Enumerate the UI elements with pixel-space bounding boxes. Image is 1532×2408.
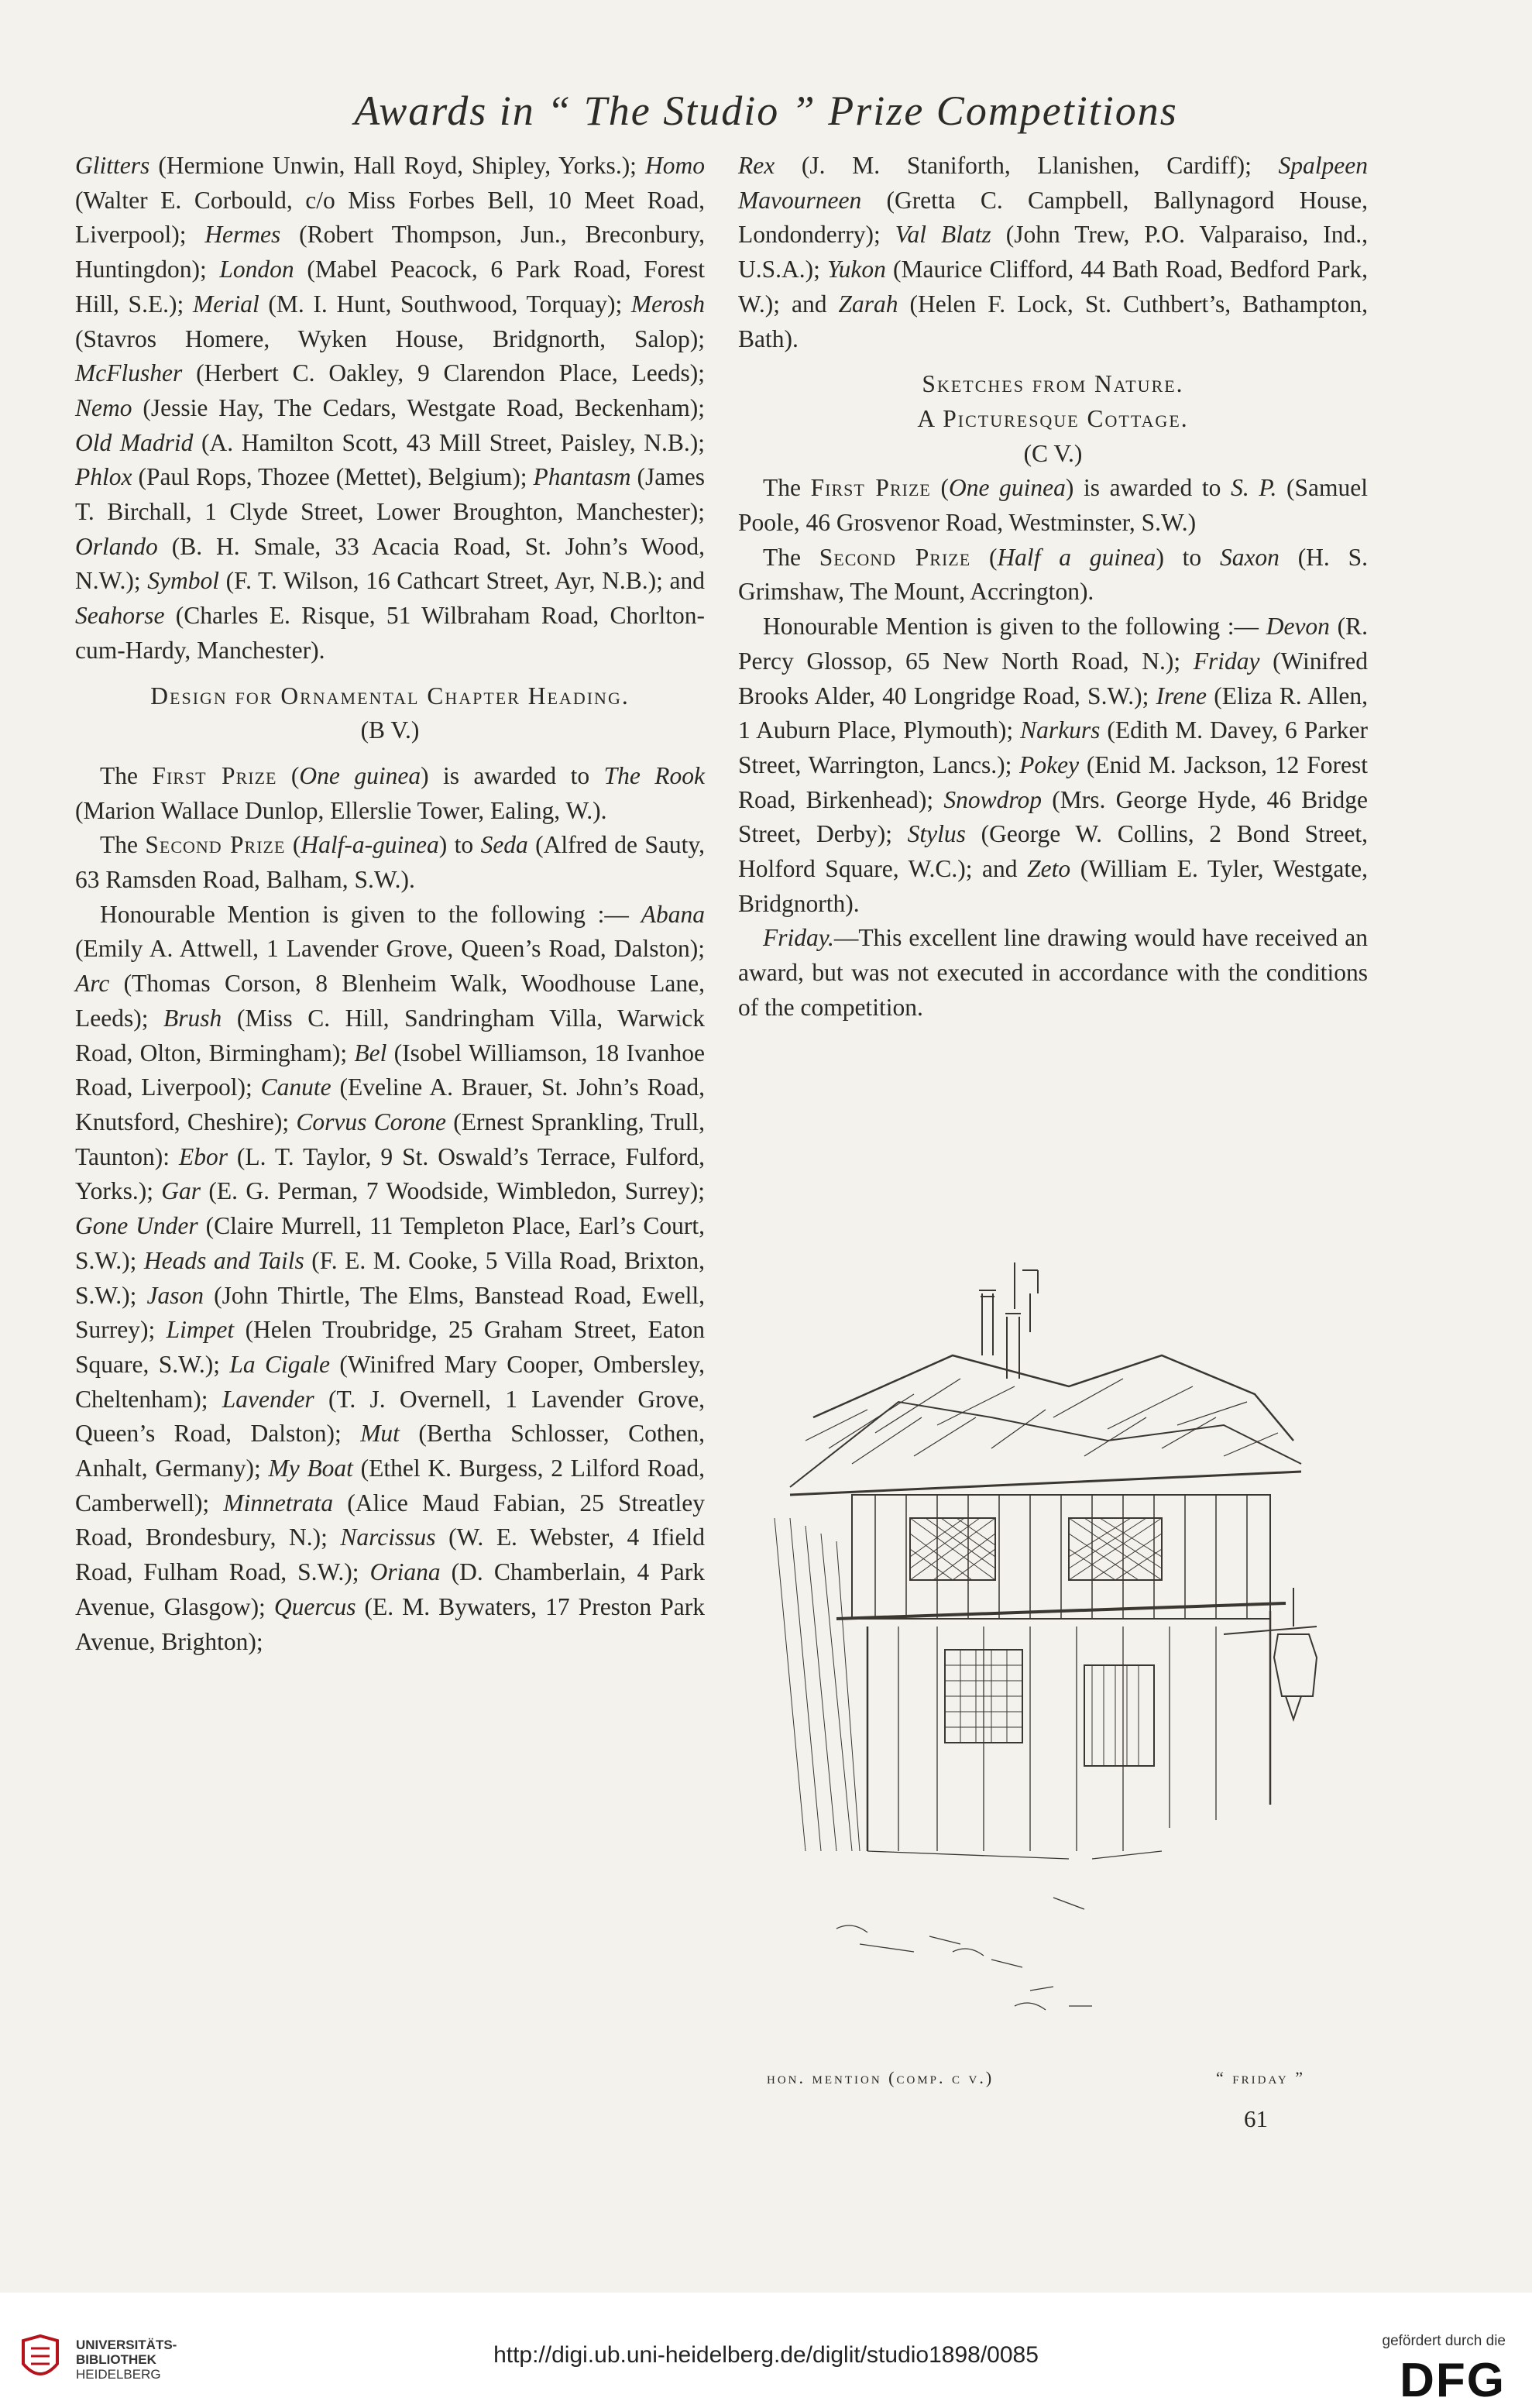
paragraph bbox=[738, 921, 1368, 1025]
text-run: ( bbox=[285, 831, 301, 859]
text-run: (Winifred Brooks Alder, 40 Longridge Road, S.W.); bbox=[738, 647, 1368, 709]
text-run: (H. S. Grimshaw, The Mount, Accrington). bbox=[738, 543, 1368, 606]
italic-name: One guinea bbox=[299, 761, 421, 789]
italic-name: La Cigale bbox=[229, 1350, 331, 1378]
text-run: (Edith M. Davey, 6 Parker Street, Warrington, Lancs.); bbox=[738, 716, 1369, 778]
paragraph bbox=[738, 149, 1368, 356]
italic-name: Arc bbox=[75, 970, 110, 998]
text-run: Honourable Mention is given to the following :— bbox=[763, 613, 1266, 641]
italic-name: Spalpeen Mavourneen bbox=[738, 152, 1368, 214]
text-run: (Paul Rops, Thozee (Mettet), Belgium); bbox=[132, 463, 534, 491]
illustration-caption: hon. mention (comp. c v.) bbox=[767, 2068, 994, 2087]
italic-name: Narcissus bbox=[340, 1523, 436, 1551]
italic-name: Phantasm bbox=[533, 463, 631, 491]
italic-name: Seda bbox=[480, 831, 528, 859]
library-line: BIBLIOTHEK bbox=[76, 2352, 156, 2367]
section-subheading: A Picturesque Cottage. bbox=[917, 404, 1189, 432]
text-run: (L. T. Taylor, 9 St. Oswald’s Terrace, Fulford, Yorks.); bbox=[75, 1142, 705, 1205]
italic-name: Half a guinea bbox=[997, 543, 1156, 571]
italic-name: Limpet bbox=[166, 1316, 235, 1344]
text-run: (John Trew, P.O. Valparaiso, Ind., U.S.A.); bbox=[738, 221, 1368, 283]
italic-name: Jason bbox=[146, 1281, 204, 1309]
italic-name: Hermes bbox=[204, 221, 281, 249]
text-run: (W. E. Webster, 4 Ifield Road, Fulham Road, S.W.); bbox=[75, 1523, 705, 1586]
text-run: (E. G. Perman, 7 Woodside, Wimbledon, Surrey); bbox=[201, 1177, 705, 1205]
text-run: (Eliza R. Allen, 1 Auburn Place, Plymouth); bbox=[738, 682, 1368, 744]
paragraph bbox=[738, 610, 1368, 921]
text-run: (A. Hamilton Scott, 43 Mill Street, Paisley, N.B.); bbox=[193, 428, 706, 456]
text-run: (Helen Troubridge, 25 Graham Street, Eaton Square, S.W.); bbox=[75, 1316, 705, 1378]
text-run: (Jessie Hay, The Cedars, Westgate Road, Beckenham); bbox=[132, 393, 705, 421]
text-run: (B. H. Smale, 33 Acacia Road, St. John’s Wood, N.W.); bbox=[75, 532, 705, 595]
text-run: (Gretta C. Campbell, Ballynagord House, Londonderry); bbox=[738, 186, 1368, 249]
italic-name: Symbol bbox=[147, 567, 219, 595]
text-run: (Mabel Peacock, 6 Park Road, Forest Hill, S.E.); bbox=[75, 256, 705, 318]
text-run: (T. J. Overnell, 1 Lavender Grove, Queen’s Road, Dalston); bbox=[75, 1385, 706, 1448]
page-number: 61 bbox=[1244, 2105, 1268, 2132]
text-run: (Ernest Sprankling, Trull, Taunton): bbox=[75, 1108, 706, 1170]
italic-name: Brush bbox=[163, 1004, 222, 1032]
text-run: (Enid M. Jackson, 12 Forest Road, Birkenhead); bbox=[738, 751, 1368, 813]
italic-name: Pokey bbox=[1019, 751, 1080, 778]
text-run: (R. Percy Glossop, 65 New North Road, N.); bbox=[738, 613, 1369, 675]
italic-name: Bel bbox=[354, 1039, 387, 1067]
running-title: Awards in “ The Studio ” Prize Competitions bbox=[354, 88, 1178, 134]
italic-name: Zeto bbox=[1027, 855, 1071, 883]
italic-name: Merial bbox=[192, 290, 259, 318]
text-run: ) is awarded to bbox=[421, 761, 604, 789]
italic-name: One guinea bbox=[948, 474, 1066, 502]
text-run: Honourable Mention is given to the following :— bbox=[100, 900, 641, 928]
italic-name: London bbox=[219, 256, 294, 283]
text-run: The bbox=[763, 474, 811, 502]
text-run: (Charles E. Risque, 51 Wilbraham Road, Chorlton-cum-Hardy, Manchester). bbox=[75, 602, 705, 664]
italic-name: Old Madrid bbox=[75, 428, 194, 456]
text-run: (Maurice Clifford, 44 Bath Road, Bedford Park, W.); and bbox=[738, 256, 1369, 318]
text-run: ( bbox=[970, 543, 998, 571]
source-url-link[interactable]: http://digi.ub.uni-heidelberg.de/diglit/studio1898/0085 bbox=[493, 2342, 1039, 2368]
right-column bbox=[738, 149, 1368, 1025]
small-caps-text: First Prize bbox=[152, 761, 277, 789]
italic-name: Merosh bbox=[630, 290, 705, 318]
paragraph bbox=[75, 898, 705, 1659]
italic-name: The Rook bbox=[603, 761, 705, 789]
italic-name: McFlusher bbox=[75, 359, 183, 387]
italic-name: Corvus Corone bbox=[296, 1108, 446, 1135]
text-run: (F. T. Wilson, 16 Cathcart Street, Ayr, N.B.); and bbox=[218, 567, 705, 595]
italic-name: Narkurs bbox=[1020, 716, 1101, 744]
text-run: ) is awarded to bbox=[1065, 474, 1231, 502]
section-class: (B V.) bbox=[360, 716, 420, 744]
text-run: (Herbert C. Oakley, 9 Clarendon Place, Leeds); bbox=[182, 359, 705, 387]
text-run: (Marion Wallace Dunlop, Ellerslie Tower, Ealing, W.). bbox=[75, 796, 607, 824]
text-run: (William E. Tyler, Westgate, Bridgnorth). bbox=[738, 855, 1368, 917]
text-run: (Samuel Poole, 46 Grosvenor Road, Westminster, S.W.) bbox=[738, 474, 1368, 537]
text-run: (John Thirtle, The Elms, Banstead Road, Ewell, Surrey); bbox=[75, 1281, 705, 1344]
small-caps-text: First Prize bbox=[810, 474, 931, 502]
italic-name: Abana bbox=[641, 900, 705, 928]
italic-name: Gone Under bbox=[75, 1212, 198, 1240]
italic-name: Gar bbox=[161, 1177, 201, 1205]
italic-name: Oriana bbox=[369, 1558, 441, 1586]
italic-name: Rex bbox=[738, 152, 775, 179]
text-run: (D. Chamberlain, 4 Park Avenue, Glasgow); bbox=[75, 1558, 705, 1620]
italic-name: Minnetrata bbox=[223, 1489, 334, 1517]
italic-name: Homo bbox=[645, 152, 705, 179]
italic-name: Seahorse bbox=[75, 602, 165, 630]
text-run: (Winifred Mary Cooper, Ombersley, Cheltenham); bbox=[75, 1350, 705, 1413]
text-run: (Eveline A. Brauer, St. John’s Road, Knutsford, Cheshire); bbox=[75, 1073, 705, 1135]
text-run: (Thomas Corson, 8 Blenheim Walk, Woodhouse Lane, Leeds); bbox=[75, 970, 705, 1032]
italic-name: Saxon bbox=[1219, 543, 1280, 571]
text-run: ) to bbox=[1156, 543, 1220, 571]
text-run: The bbox=[763, 543, 819, 571]
digitization-footer bbox=[0, 2293, 1532, 2408]
italic-name: Yukon bbox=[827, 256, 886, 283]
text-run: ) to bbox=[438, 831, 481, 859]
italic-name: Half-a-guinea bbox=[301, 831, 439, 859]
cottage-sketch-illustration bbox=[759, 1262, 1355, 2060]
text-run: ( bbox=[277, 761, 300, 789]
small-caps-text: Second Prize bbox=[145, 831, 286, 859]
library-line: UNIVERSITÄTS- bbox=[76, 2338, 177, 2352]
italic-name: Phlox bbox=[75, 463, 132, 491]
sponsor-note: gefördert durch die bbox=[1382, 2333, 1506, 2349]
text-run: (Bertha Schlosser, Cothen, Anhalt, Germany); bbox=[75, 1420, 705, 1482]
text-run: (Alfred de Sauty, 63 Ramsden Road, Balham, S.W.). bbox=[75, 831, 705, 894]
italic-name: Orlando bbox=[75, 532, 158, 560]
section-heading: Design for Ornamental Chapter Heading. bbox=[150, 682, 630, 709]
text-run: The bbox=[100, 761, 153, 789]
text-run: (Isobel Williamson, 18 Ivanhoe Road, Liverpool); bbox=[75, 1039, 705, 1101]
left-column bbox=[75, 149, 705, 1659]
text-run: (Walter E. Corbould, c/o Miss Forbes Bell, 10 Meet Road, Liverpool); bbox=[75, 186, 705, 249]
text-run: (George W. Collins, 2 Bond Street, Holford Square, W.C.); and bbox=[738, 820, 1369, 883]
italic-name: Friday. bbox=[763, 924, 834, 952]
text-run: (Stavros Homere, Wyken House, Bridgnorth, Salop); bbox=[75, 325, 705, 352]
text-run: (Mrs. George Hyde, 46 Bridge Street, Derby); bbox=[738, 785, 1368, 848]
illustration-title: “ friday ” bbox=[1216, 2068, 1305, 2087]
italic-name: Mut bbox=[360, 1420, 400, 1448]
italic-name: Devon bbox=[1266, 613, 1330, 641]
italic-name: Zarah bbox=[838, 290, 898, 318]
paragraph bbox=[75, 828, 705, 897]
text-run: —This excellent line drawing would have received an award, but was not executed in accordance with the conditions of the competition. bbox=[738, 924, 1368, 1021]
text-run: (J. M. Staniforth, Llanishen, Cardiff); bbox=[775, 152, 1279, 179]
dfg-logo: DFG bbox=[1400, 2354, 1506, 2407]
italic-name: Quercus bbox=[273, 1592, 356, 1620]
text-run: (Robert Thompson, Jun., Breconbury, Huntingdon); bbox=[75, 221, 705, 283]
small-caps-text: Second Prize bbox=[819, 543, 971, 571]
paragraph bbox=[738, 471, 1368, 540]
text-run: (M. I. Hunt, Southwood, Torquay); bbox=[259, 290, 631, 318]
italic-name: S. P. bbox=[1231, 474, 1277, 502]
italic-name: Nemo bbox=[75, 393, 132, 421]
italic-name: Val Blatz bbox=[895, 221, 991, 249]
section-heading: Sketches from Nature. bbox=[922, 370, 1184, 398]
paragraph bbox=[738, 541, 1368, 610]
text-run: (E. M. Bywaters, 17 Preston Park Avenue, Brighton); bbox=[75, 1592, 705, 1655]
section-class: (C V.) bbox=[1023, 439, 1083, 467]
text-run: (Helen F. Lock, St. Cuthbert’s, Bathampton, Bath). bbox=[738, 290, 1368, 352]
italic-name: Snowdrop bbox=[943, 785, 1042, 813]
text-run: (Miss C. Hill, Sandringham Villa, Warwick Road, Olton, Birmingham); bbox=[75, 1004, 705, 1067]
text-run: (F. E. M. Cooke, 5 Villa Road, Brixton, S.W.); bbox=[75, 1246, 705, 1309]
text-run: (Emily A. Attwell, 1 Lavender Grove, Queen’s Road, Dalston); bbox=[75, 935, 705, 963]
text-run: (Alice Maud Fabian, 25 Streatley Road, Brondesbury, N.); bbox=[75, 1489, 705, 1551]
italic-name: Heads and Tails bbox=[143, 1246, 304, 1274]
italic-name: Stylus bbox=[907, 820, 966, 848]
italic-name: Friday bbox=[1193, 647, 1260, 675]
text-run: The bbox=[100, 831, 146, 859]
italic-name: Lavender bbox=[222, 1385, 314, 1413]
text-run: (Hermione Unwin, Hall Royd, Shipley, Yorks.); bbox=[149, 152, 645, 179]
text-run: ( bbox=[930, 474, 949, 502]
text-run: (James T. Birchall, 1 Clyde Street, Lower Broughton, Manchester); bbox=[75, 463, 705, 526]
text-run: (Ethel K. Burgess, 2 Lilford Road, Camberwell); bbox=[75, 1455, 705, 1517]
paragraph bbox=[75, 149, 705, 668]
text-run: (Claire Murrell, 11 Templeton Place, Earl’s Court, S.W.); bbox=[75, 1212, 706, 1274]
italic-name: Irene bbox=[1156, 682, 1207, 709]
italic-name: Canute bbox=[260, 1073, 331, 1101]
italic-name: My Boat bbox=[268, 1455, 353, 1482]
italic-name: Glitters bbox=[75, 152, 150, 179]
italic-name: Ebor bbox=[178, 1142, 228, 1170]
paragraph bbox=[75, 759, 705, 828]
library-line: HEIDELBERG bbox=[76, 2367, 161, 2382]
